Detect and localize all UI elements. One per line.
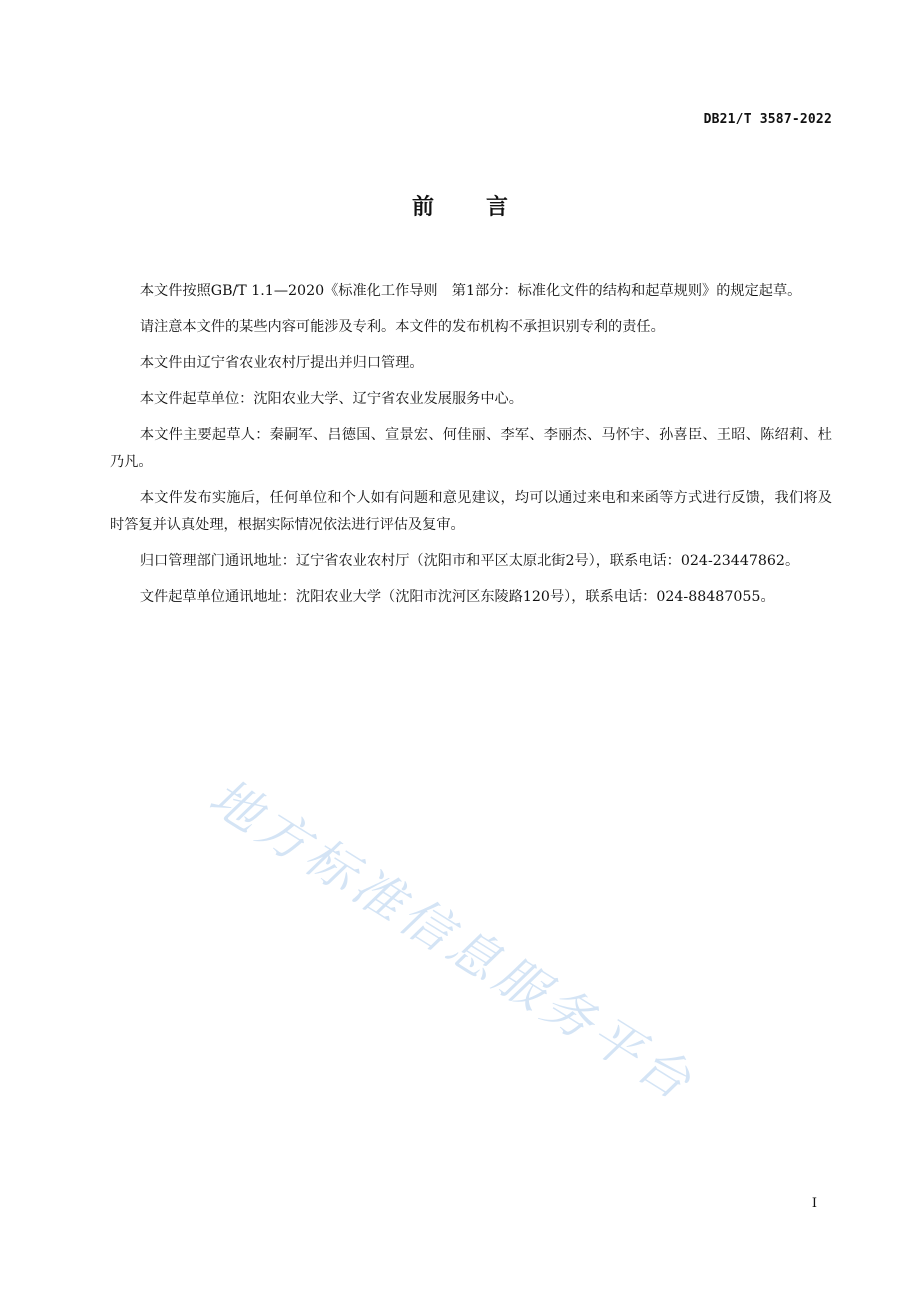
watermark: 地方标准信息服务平台	[199, 767, 706, 1114]
page-number: I	[811, 1196, 817, 1211]
paragraph-patent-notice: 请注意本文件的某些内容可能涉及专利。本文件的发布机构不承担识别专利的责任。	[139, 319, 665, 335]
title-char-1: 前	[411, 195, 434, 220]
paragraph-proposer: 本文件由辽宁省农业农村厅提出并归口管理。	[139, 355, 424, 371]
foreword-body	[110, 278, 832, 620]
paragraph-drafting-units: 本文件起草单位：沈阳农业大学、辽宁省农业发展服务中心。	[139, 391, 523, 407]
paragraph-drafter-address: 文件起草单位通讯地址：沈阳农业大学（沈阳市沈河区东陵路120号），联系电话：024-88487055。	[139, 589, 775, 605]
paragraph-management-address: 归口管理部门通讯地址：辽宁省农业农村厅（沈阳市和平区太原北街2号），联系电话：024-23447862。	[139, 553, 800, 569]
paragraph-feedback: 本文件发布实施后，任何单位和个人如有问题和意见建议，均可以通过来电和来函等方式进行反馈，我们将及时答复并认真处理，根据实际情况依法进行评估及复审。	[110, 490, 832, 533]
title-char-2: 言	[486, 195, 509, 220]
paragraph-drafters: 本文件主要起草人：秦嗣军、吕德国、宣景宏、何佳丽、李军、李丽杰、马怀宇、孙喜臣、王昭、陈绍莉、杜乃凡。	[110, 427, 832, 470]
paragraph-drafting-rules: 本文件按照GB/T 1.1—2020《标准化工作导则 第1部分：标准化文件的结构和起草规则》的规定起草。	[139, 283, 802, 299]
page-title	[0, 190, 920, 221]
standard-code: DB21/T 3587-2022	[703, 112, 832, 127]
